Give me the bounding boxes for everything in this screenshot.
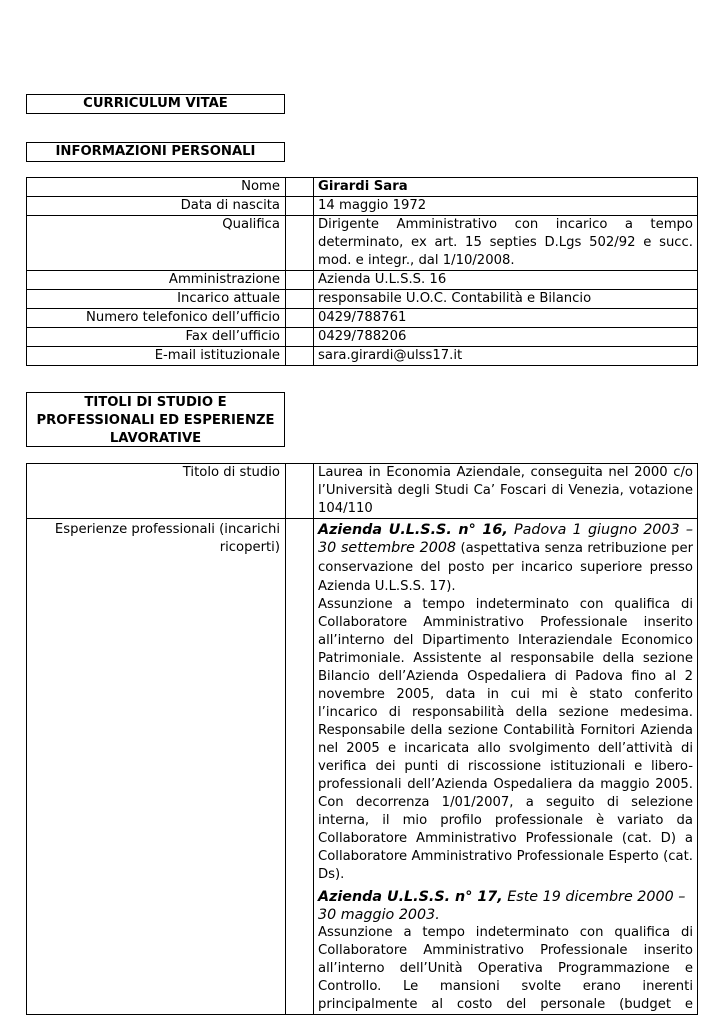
spacer-cell — [286, 464, 314, 519]
field-label: Data di nascita — [27, 197, 286, 216]
employer-name: Azienda U.L.S.S. n° 16, — [318, 522, 508, 538]
field-label: Titolo di studio — [27, 464, 286, 519]
table-row — [27, 178, 698, 197]
field-value: 0429/788761 — [314, 309, 698, 328]
spacer-cell — [286, 309, 314, 328]
personal-info-header-box — [26, 142, 285, 162]
employer-name: Azienda U.L.S.S. n° 17, — [318, 889, 503, 905]
table-row — [27, 271, 698, 290]
experience-entry-heading — [318, 521, 693, 596]
table-row — [27, 464, 698, 519]
table-row — [27, 197, 698, 216]
field-value — [314, 464, 698, 519]
spacer-cell — [286, 197, 314, 216]
field-label: Esperienze professionali (incarichi ricoperti) — [27, 519, 286, 1015]
titles-header-box — [26, 392, 285, 447]
field-label: Incarico attuale — [27, 290, 286, 309]
table-row — [27, 519, 698, 1015]
cv-title-box — [26, 94, 285, 114]
field-label: Amministrazione — [27, 271, 286, 290]
experience-cell — [314, 519, 698, 1015]
spacer-cell — [286, 178, 314, 197]
field-label: E-mail istituzionale — [27, 347, 286, 366]
employer-period: Padova 1 giugno 2003 – 30 settembre 2008 — [318, 522, 693, 556]
experience-table — [26, 463, 698, 1015]
field-value: 0429/788206 — [314, 328, 698, 347]
qualifica-text: Dirigente Amministrativo con incarico a tempo determinato, ex art. 15 septies D.Lgs 502/92 e succ. mod. e integr., dal 1/10/2008. — [318, 217, 693, 268]
spacer-cell — [286, 271, 314, 290]
table-row — [27, 309, 698, 328]
field-value — [314, 216, 698, 271]
table-row — [27, 290, 698, 309]
experience-entry-description: Assunzione a tempo indeterminato con qualifica di Collaboratore Amministrativo Professionale inserito all’interno dell’Unità Operativa Programmazione e Controllo. Le mansioni svolte erano inerenti principalmente al costo del personale (budget e — [318, 925, 693, 1012]
field-value: Azienda U.L.S.S. 16 — [314, 271, 698, 290]
field-value-name: Girardi Sara — [314, 178, 698, 197]
table-row — [27, 347, 698, 366]
table-row — [27, 328, 698, 347]
field-value: responsabile U.O.C. Contabilità e Bilancio — [314, 290, 698, 309]
spacer-cell — [286, 347, 314, 366]
personal-info-table — [26, 177, 698, 366]
education-text: Laurea in Economia Aziendale, conseguita nel 2000 c/o l’Università degli Studi Ca’ Foscari di Venezia, votazione 104/110 — [318, 465, 693, 516]
experience-entry-description: Assunzione a tempo indeterminato con qualifica di Collaboratore Amministrativo Professionale inserito all’interno del Dipartimento Interaziendale Economico Patrimoniale. Assistente al responsabile della sezione Bilancio dell’Azienda Ospedaliera di Padova fino al 2 novembre 2005, data in cui mi è stato conferito l’incarico di responsabilità della sezione medesima. Responsabile della sezione Contabilità Fornitori Azienda nel 2005 e incaricata allo svolgimento dell’attività di verifica dei punti di riscossione istituzionali e libero-professionali dell’Azienda Ospedaliera da maggio 2005. Con decorrenza 1/01/2007, a seguito di selezione interna, il mio profilo professionale è variato da Collaboratore Amministrativo Professionale (cat. D) a Collaboratore Amministrativo Professionale Esperto (cat. Ds). — [318, 597, 693, 882]
field-label: Fax dell’ufficio — [27, 328, 286, 347]
field-label: Nome — [27, 178, 286, 197]
field-value-email: sara.girardi@ulss17.it — [314, 347, 698, 366]
cv-title: CURRICULUM VITAE — [83, 96, 228, 111]
spacer-cell — [286, 216, 314, 271]
field-label: Qualifica — [27, 216, 286, 271]
personal-info-header: INFORMAZIONI PERSONALI — [55, 144, 256, 159]
experience-entry-heading — [318, 888, 693, 924]
spacer-cell — [286, 328, 314, 347]
spacer-cell — [286, 290, 314, 309]
titles-header: TITOLI DI STUDIO E PROFESSIONALI ED ESPERIENZE LAVORATIVE — [36, 395, 275, 446]
table-row — [27, 216, 698, 271]
spacer-cell — [286, 519, 314, 1015]
employer-note: (aspettativa senza retribuzione per conservazione del posto per incarico superiore presso Azienda U.L.S.S. 17). — [318, 541, 693, 594]
employer-period: Este 19 dicembre 2000 – 30 maggio 2003. — [318, 889, 686, 923]
field-label: Numero telefonico dell’ufficio — [27, 309, 286, 328]
field-value: 14 maggio 1972 — [314, 197, 698, 216]
